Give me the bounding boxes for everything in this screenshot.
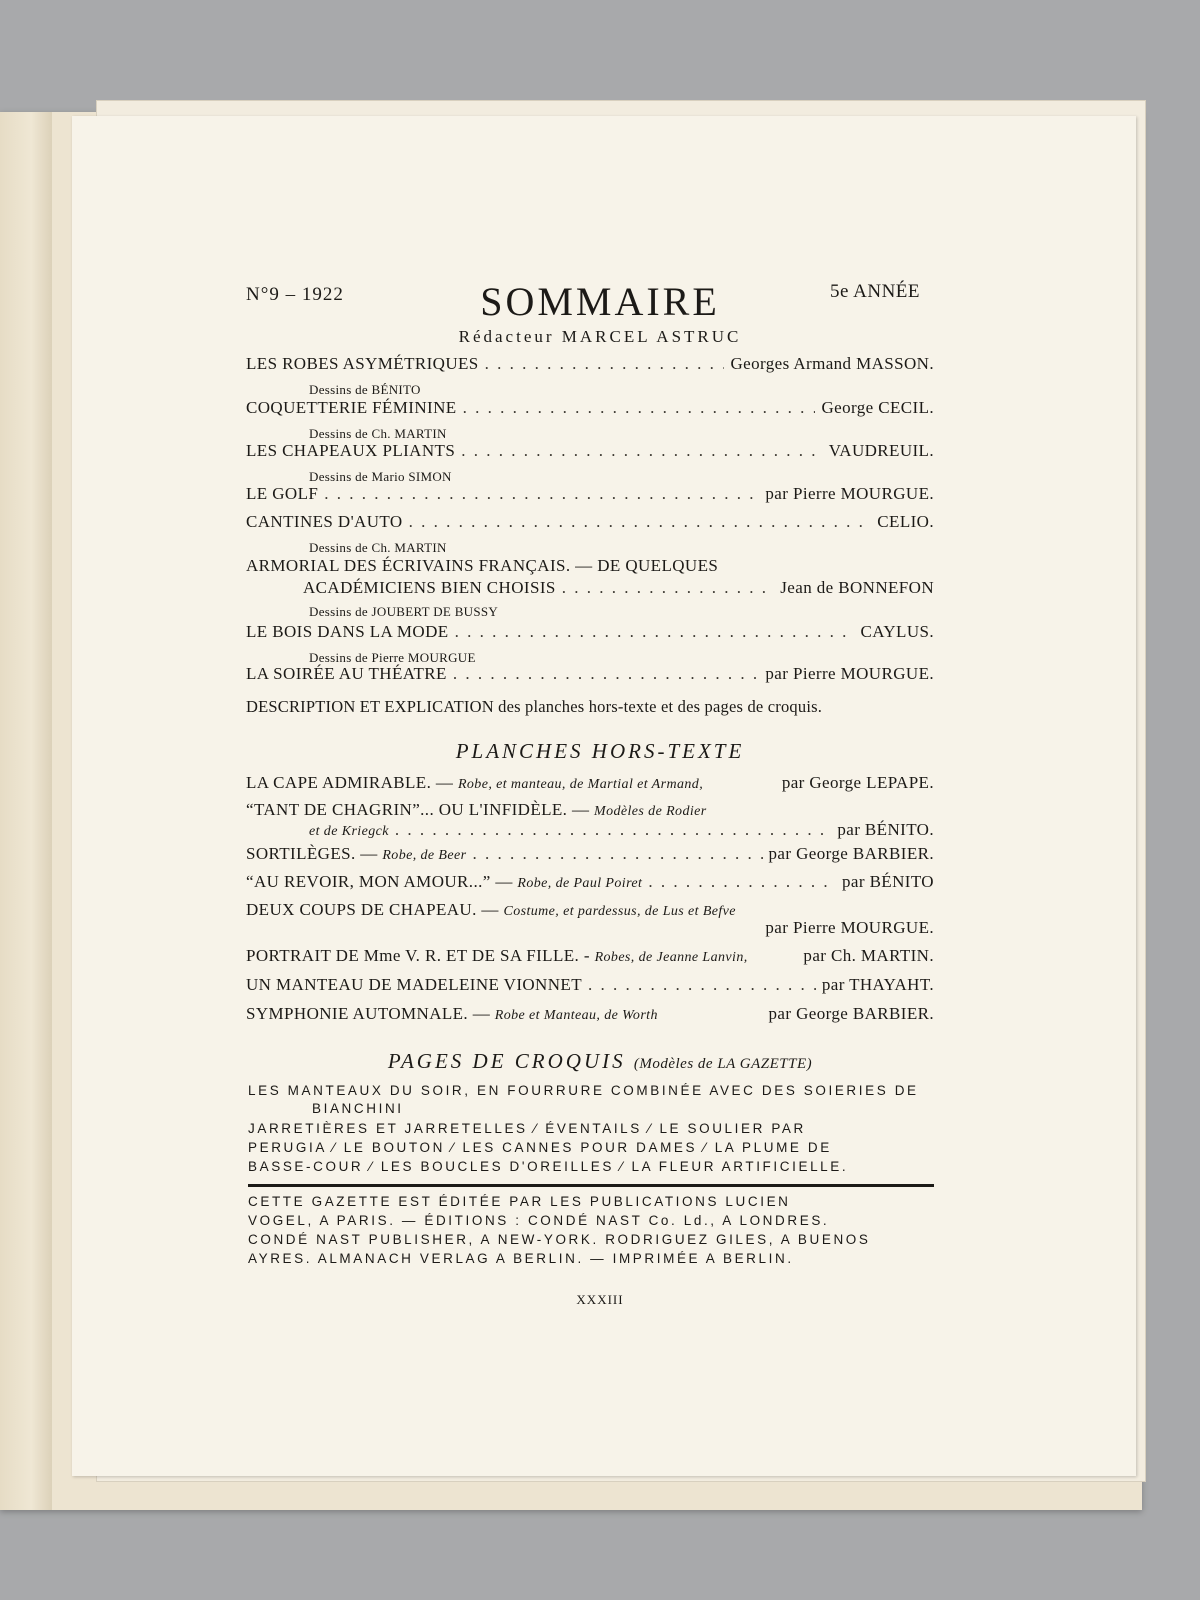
colophon-line: VOGEL, A PARIS. — ÉDITIONS : CONDÉ NAST Co. Ld., A LONDRES.	[248, 1213, 830, 1228]
plate-title: SORTILÈGES. —	[246, 844, 378, 863]
plates-heading: PLANCHES HORS-TEXTE	[455, 739, 745, 763]
colophon-line: AYRES. ALMANACH VERLAG A BERLIN. — IMPRIMÉE A BERLIN.	[248, 1251, 794, 1266]
leader-dots	[648, 872, 836, 892]
year-label: 5e ANNÉE	[830, 281, 921, 302]
croquis-line: JARRETIÈRES ET JARRETELLES ⁄ ÉVENTAILS ⁄ LE SOULIER PAR	[248, 1121, 806, 1136]
plate-row-cont	[309, 820, 934, 842]
article-title: ARMORIAL DES ÉCRIVAINS FRANÇAIS. — DE QUELQUES	[246, 556, 719, 575]
article-row	[303, 578, 934, 600]
croquis-line: LES MANTEAUX DU SOIR, EN FOURRURE COMBINÉE AVEC DES SOIERIES DE	[248, 1083, 919, 1098]
plate-author: par George BARBIER.	[768, 844, 934, 863]
description-line: DESCRIPTION ET EXPLICATION des planches hors-texte et des pages de croquis.	[246, 697, 823, 716]
article-title: LA SOIRÉE AU THÉATRE	[246, 664, 447, 683]
plate-title: UN MANTEAU DE MADELEINE VIONNET	[246, 975, 582, 994]
page-folio: XXXIII	[576, 1292, 624, 1307]
plate-row	[246, 800, 934, 822]
plate-row	[246, 946, 934, 968]
article-author: Jean de BONNEFON	[780, 578, 934, 597]
article-author: Georges Armand MASSON.	[730, 354, 934, 373]
article-title: LE GOLF	[246, 484, 319, 503]
plate-detail-cont: et de Kriegck	[309, 824, 389, 839]
article-drawings: Dessins de Pierre MOURGUE	[309, 650, 476, 665]
article-title: LES ROBES ASYMÉTRIQUES	[246, 354, 479, 373]
leader-dots	[588, 975, 816, 995]
plate-row	[246, 844, 934, 866]
plate-title: LA CAPE ADMIRABLE. —	[246, 773, 454, 792]
plate-author: par Ch. MARTIN.	[803, 946, 934, 965]
plate-detail: Robe, de Beer	[382, 848, 467, 863]
article-author: par Pierre MOURGUE.	[765, 484, 934, 503]
plate-detail: Robe, de Paul Poiret	[517, 876, 643, 891]
article-author: George CECIL.	[821, 398, 934, 417]
croquis-line: PERUGIA ⁄ LE BOUTON ⁄ LES CANNES POUR DAMES ⁄ LA PLUME DE	[248, 1140, 832, 1155]
plate-author: par BÉNITO	[842, 872, 934, 891]
article-author: par Pierre MOURGUE.	[765, 664, 934, 683]
plate-title: PORTRAIT DE Mme V. R. ET DE SA FILLE. -	[246, 946, 590, 965]
plate-title: DEUX COUPS DE CHAPEAU. —	[246, 900, 499, 919]
plate-title: “TANT DE CHAGRIN”... OU L'INFIDÈLE. —	[246, 800, 590, 819]
article-row	[246, 484, 934, 506]
article-title: LES CHAPEAUX PLIANTS	[246, 441, 456, 460]
article-row	[246, 622, 934, 644]
leader-dots	[395, 820, 832, 840]
article-author: CAYLUS.	[860, 622, 934, 641]
article-title-cont: ACADÉMICIENS BIEN CHOISIS	[303, 578, 556, 597]
editor-line: Rédacteur MARCEL ASTRUC	[458, 327, 742, 346]
divider-rule	[248, 1184, 934, 1187]
croquis-line: BIANCHINI	[312, 1101, 404, 1116]
croquis-line: BASSE-COUR ⁄ LES BOUCLES D'OREILLES ⁄ LA FLEUR ARTIFICIELLE.	[248, 1159, 849, 1174]
article-author: CELIO.	[877, 512, 934, 531]
plate-title: SYMPHONIE AUTOMNALE. —	[246, 1004, 491, 1023]
leader-dots	[463, 398, 816, 418]
article-row	[246, 664, 934, 686]
article-title: COQUETTERIE FÉMININE	[246, 398, 457, 417]
article-drawings: Dessins de Mario SIMON	[309, 469, 452, 484]
plate-detail: Robe et Manteau, de Worth	[494, 1008, 658, 1023]
plate-detail: Robe, et manteau, de Martial et Armand,	[457, 777, 704, 792]
article-drawings: Dessins de Ch. MARTIN	[309, 540, 447, 555]
leader-dots	[409, 512, 872, 532]
plate-detail: Robes, de Jeanne Lanvin,	[594, 950, 748, 965]
croquis-subtitle: (Modèles de LA GAZETTE)	[633, 1056, 813, 1072]
plate-detail: Modèles de Rodier	[594, 804, 707, 819]
article-row	[246, 398, 934, 420]
plate-detail: Costume, et pardessus, de Lus et Befve	[503, 904, 736, 919]
page-title: SOMMAIRE	[480, 279, 720, 324]
leader-dots	[562, 578, 775, 598]
croquis-title: PAGES DE CROQUIS	[387, 1049, 626, 1073]
colophon-line: CETTE GAZETTE EST ÉDITÉE PAR LES PUBLICATIONS LUCIEN	[248, 1194, 791, 1209]
leader-dots	[485, 354, 725, 374]
leader-dots	[455, 622, 855, 642]
plate-row	[246, 1004, 934, 1026]
plate-author: par George LEPAPE.	[781, 773, 934, 792]
plate-author: par George BARBIER.	[768, 1004, 934, 1023]
issue-number: N°9 – 1922	[246, 284, 344, 305]
plate-row	[246, 872, 934, 894]
leader-dots	[324, 484, 759, 504]
colophon-line: CONDÉ NAST PUBLISHER, A NEW-YORK. RODRIGUEZ GILES, A BUENOS	[248, 1232, 871, 1247]
article-row	[246, 441, 934, 463]
plate-author: par THAYAHT.	[821, 975, 934, 994]
article-row	[246, 354, 934, 376]
article-drawings: Dessins de Ch. MARTIN	[309, 426, 447, 441]
article-title: LE BOIS DANS LA MODE	[246, 622, 449, 641]
plate-row	[246, 975, 934, 997]
croquis-heading	[0, 1049, 1200, 1074]
plate-author: par BÉNITO.	[837, 820, 934, 839]
leader-dots	[453, 664, 760, 684]
article-author: VAUDREUIL.	[828, 441, 934, 460]
article-drawings: Dessins de BÉNITO	[309, 382, 421, 397]
plate-author: par Pierre MOURGUE.	[765, 918, 934, 937]
plate-row	[246, 773, 934, 795]
leader-dots	[472, 844, 762, 864]
article-row	[246, 512, 934, 534]
article-title: CANTINES D'AUTO	[246, 512, 403, 531]
leader-dots	[461, 441, 823, 461]
plate-title: “AU REVOIR, MON AMOUR...” —	[246, 872, 513, 891]
article-drawings: Dessins de JOUBERT DE BUSSY	[309, 604, 499, 619]
